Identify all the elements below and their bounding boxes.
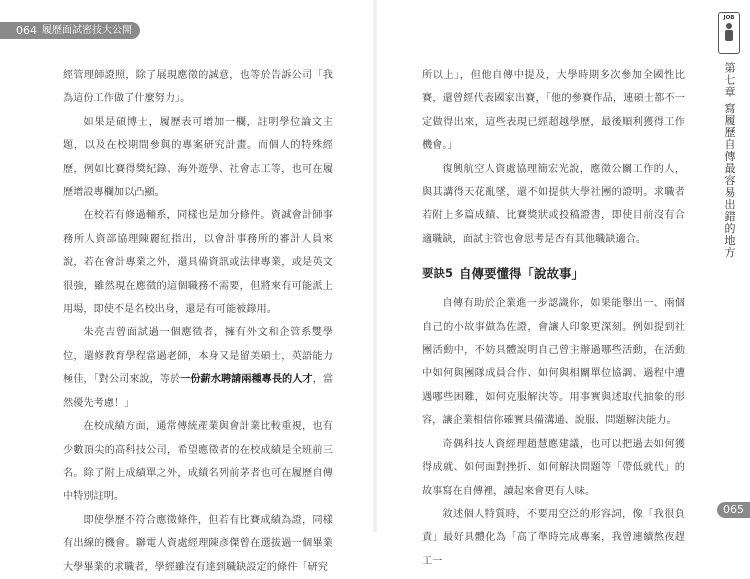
paragraph: 經管理師證照，除了展現應徵的誠意，也等於告訴公司「我為這份工作做了什麼努力」。 — [63, 70, 333, 105]
left-page-header — [0, 22, 140, 39]
paragraph: 自傳有助於企業進一步認識你，如果能舉出一、兩個自己的小故事做為佐證，會讓人印象更深刻。例如提到社團活動中，不妨具體說明自己曾主辦過哪些活動，在活動中如何與團隊成員合作、如何與相關單位協調、過程中遭遇哪些困難，如何克服解決等。用事實與述取代抽象的形容，讓企業相信你確實具備溝通、說服、問題解決能力。 — [422, 298, 685, 427]
job-icon-label: JOB — [723, 15, 735, 21]
right-page-number: 065 — [717, 502, 750, 518]
paragraph: 即使學歷不符合應徵條件，但若有比賽成績為證，同樣有出線的機會。聯電人資處經理陳彥傑曾在選拔過一個畢業大學畢業的求職者，學經雖沒有達到職缺設定的條件「研究 — [63, 514, 333, 573]
paragraph — [63, 321, 333, 415]
paragraph: 復興航空人資處協理簡宏光說，應徵公關工作的人，與其講得天花亂墜，還不如提供大學社團的證明。求職者若附上多篇成績、比賽獎狀或投稿證書，即使目前沒有合適職缺，面試主管也會思考是否有其他職缺適合。 — [422, 163, 685, 245]
right-page — [375, 0, 750, 567]
paragraph-text: ，當然優先考慮！」 — [63, 374, 334, 409]
paragraph: 所以上」，但他自傳中提及，大學時期多次參加全國性比賽，還曾經代表國家出賽，「他的參賽作品，連碩士都不一定做得出來，這些表現已經超越學歷，最後順利獲得工作機會。」 — [422, 70, 685, 152]
paragraph-text: 朱亮吉曾面試過一個應徵者，擁有外文和企管系雙學位，還修教育學程當過老師，本身又是留美碩士，英語能力極佳，「對公司來說，等於 — [63, 327, 333, 386]
left-text-column — [63, 64, 333, 579]
left-page-number: 064 — [0, 22, 40, 39]
emphasized-text: 一份薪水聘請兩種專長的人才 — [180, 374, 313, 386]
paragraph: 敘述個人特質時，不要用空泛的形容詞，像「我很負責」最好具體化為「高了準時完成專案，我曾連續熬夜趕工一 — [422, 508, 685, 567]
job-clipboard-icon — [718, 12, 740, 54]
section-heading — [422, 258, 685, 288]
section-title: 自傳要懂得「說故事」 — [459, 265, 585, 281]
right-text-column — [422, 64, 685, 573]
paragraph: 在校成績方面，通常傳統產業與會計業比較重視，也有少數頂尖的高科技公司，希望應徵者的在校成績是全班前三名。除了附上成績單之外，成績名列前茅者也可在履歷自傳中特別註明。 — [63, 421, 333, 503]
person-icon — [722, 21, 736, 43]
chapter-title-vertical: 第七章 寫履歷自傳最容易出錯的地方 — [723, 62, 736, 259]
paragraph: 奇偶科技人資經理趙慧應建議，也可以把過去如何獲得成就、如何面對挫折、如何解決問題等「帶低就代」的故事寫在自傳裡，讀起來會更有人味。 — [422, 438, 685, 497]
left-page — [0, 0, 375, 573]
section-label: 要訣5 — [422, 265, 454, 280]
paragraph: 在校若有修過輔系，同樣也是加分條件。資誠會計師事務所人資部協理陳麗紅指出，以會計事務所的審計人員來說，若在會計專業之外，還具備資訊或法律專業，或是英文很強，雖然現在應徵的這個職務不需要，但將來有可能派上用場，即使不是名校出身，還是有可能被錄用。 — [63, 210, 333, 316]
book-title-header: 履歷面試密技大公開 — [40, 22, 140, 39]
paragraph: 如果是碩博士，履歷表可增加一欄，註明學位論文主題，以及在校期間參與的專案研究計畫。而個人的特殊經歷，例如比賽得獎紀錄、海外遊學、社會志工等，也可在履歷增設專欄加以凸顯。 — [63, 116, 333, 199]
chapter-side-tab — [716, 12, 742, 259]
